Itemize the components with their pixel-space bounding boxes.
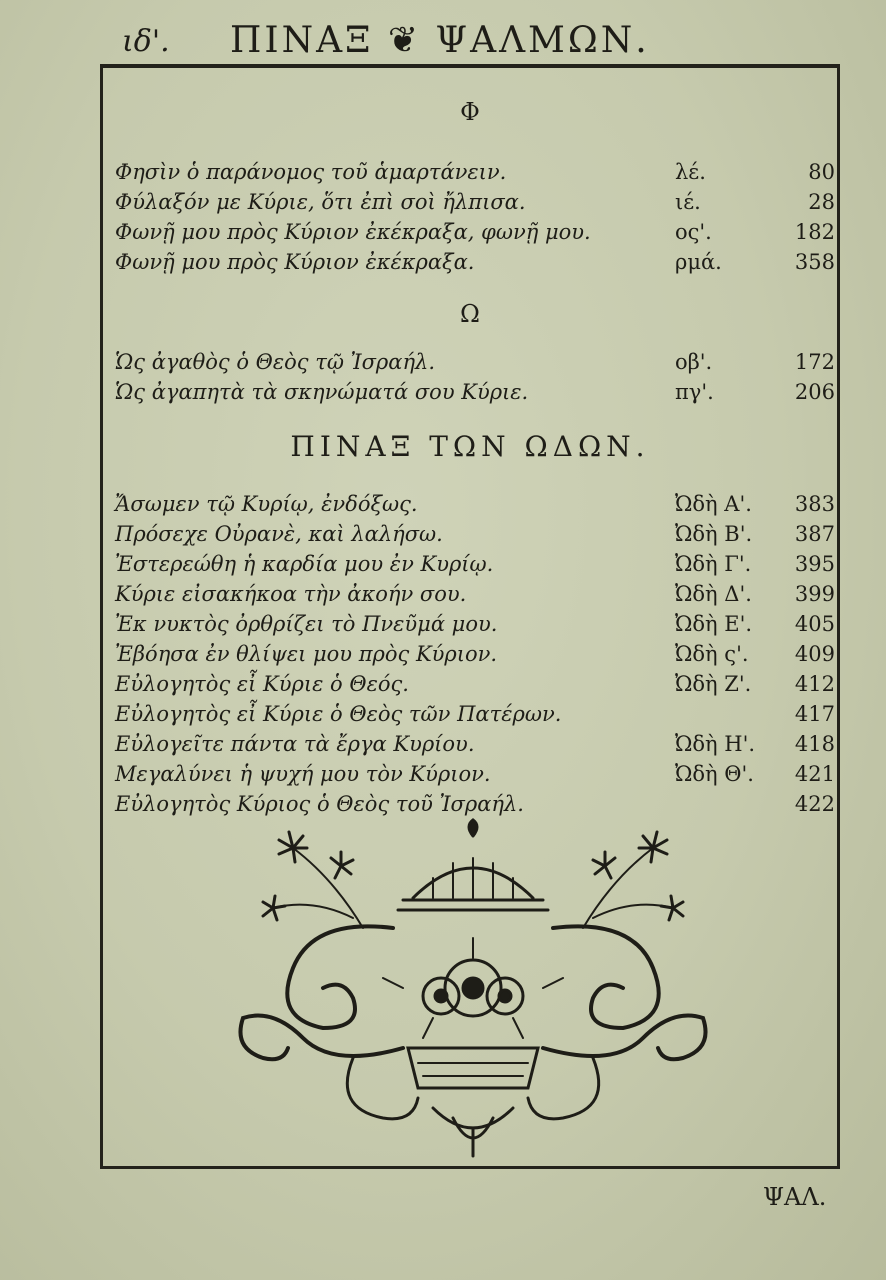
entry-incipit: Φωνῇ μου πρὸς Κύριον ἐκέκραξα, φωνῇ μου. <box>115 220 591 244</box>
folio-number: ιδ'. <box>122 24 170 59</box>
page-title: ΠΙΝΑΞ ❦ ΨΑΛΜΩΝ. <box>230 20 650 61</box>
index-entry <box>115 158 835 186</box>
section-letter-omega: Ω <box>460 300 480 328</box>
index-entry <box>115 348 835 376</box>
entry-incipit: Ὡς ἀγαθὸς ὁ Θεὸς τῷ Ἰσραήλ. <box>115 350 436 374</box>
ode-entry <box>115 700 835 728</box>
entry-incipit: Κύριε εἰσακήκοα τὴν ἀκοήν σου. <box>115 582 467 606</box>
entry-ode-number: Ὠδὴ Ζ'. <box>675 672 752 696</box>
entry-page-number: 80 <box>808 160 835 184</box>
index-entry <box>115 188 835 216</box>
odes-section-title: ΠΙΝΑΞ ΤΩΝ ΩΔΩΝ. <box>290 430 650 463</box>
entry-incipit: Μεγαλύνει ἡ ψυχή μου τὸν Κύριον. <box>115 762 491 786</box>
entry-page-number: 28 <box>808 190 835 214</box>
entry-incipit: Φύλαξόν με Κύριε, ὅτι ἐπὶ σοὶ ἤλπισα. <box>115 190 526 214</box>
entry-incipit: Ἐκ νυκτὸς ὀρθρίζει τὸ Πνεῦμά μου. <box>115 612 498 636</box>
entry-psalm-number: οβ'. <box>675 350 713 374</box>
entry-ode-number: Ὠδὴ Β'. <box>675 522 753 546</box>
ode-entry <box>115 670 835 698</box>
entry-psalm-number: ιέ. <box>675 190 701 214</box>
ode-entry <box>115 760 835 788</box>
ode-entry <box>115 520 835 548</box>
entry-page-number: 399 <box>794 582 835 606</box>
entry-incipit: Ἐστερεώθη ἡ καρδία μου ἐν Κυρίῳ. <box>115 552 494 576</box>
entry-page-number: 358 <box>794 250 835 274</box>
entry-incipit: Φησὶν ὁ παράνομος τοῦ ἁμαρτάνειν. <box>115 160 507 184</box>
entry-incipit: Εὐλογητὸς εἶ Κύριε ὁ Θεός. <box>115 672 409 696</box>
woodcut-ornament <box>233 818 713 1158</box>
entry-page-number: 417 <box>794 702 835 726</box>
ode-entry <box>115 640 835 668</box>
entry-incipit: Φωνῇ μου πρὸς Κύριον ἐκέκραξα. <box>115 250 475 274</box>
catchword: ΨΑΛ. <box>763 1183 827 1211</box>
entry-page-number: 395 <box>794 552 835 576</box>
index-entry <box>115 218 835 246</box>
ode-entry <box>115 550 835 578</box>
entry-page-number: 422 <box>794 792 835 816</box>
entry-page-number: 206 <box>794 380 835 404</box>
entry-page-number: 412 <box>794 672 835 696</box>
entry-incipit: Ἄσωμεν τῷ Κυρίῳ, ἐνδόξως. <box>115 492 418 516</box>
entry-page-number: 182 <box>794 220 835 244</box>
entry-page-number: 405 <box>794 612 835 636</box>
running-head <box>100 14 840 64</box>
ode-entry <box>115 610 835 638</box>
entry-incipit: Εὐλογεῖτε πάντα τὰ ἔργα Κυρίου. <box>115 732 475 756</box>
entry-incipit: Πρόσεχε Οὐρανὲ, καὶ λαλήσω. <box>115 522 443 546</box>
text-frame <box>100 64 840 1169</box>
entry-page-number: 418 <box>794 732 835 756</box>
entry-page-number: 387 <box>794 522 835 546</box>
ode-entry <box>115 580 835 608</box>
ode-entry <box>115 490 835 518</box>
entry-page-number: 172 <box>794 350 835 374</box>
ode-entry <box>115 790 835 818</box>
entry-ode-number: Ὠδὴ Ε'. <box>675 612 753 636</box>
entry-psalm-number: λέ. <box>675 160 706 184</box>
entry-page-number: 421 <box>794 762 835 786</box>
ode-entry <box>115 730 835 758</box>
entry-ode-number: Ὠδὴ Δ'. <box>675 582 752 606</box>
entry-incipit: Ἐβόησα ἐν θλίψει μου πρὸς Κύριον. <box>115 642 498 666</box>
entry-ode-number: Ὠδὴ Γ'. <box>675 552 752 576</box>
entry-incipit: Ὡς ἀγαπητὰ τὰ σκηνώματά σου Κύριε. <box>115 380 529 404</box>
entry-incipit: Εὐλογητὸς εἶ Κύριε ὁ Θεὸς τῶν Πατέρων. <box>115 702 562 726</box>
entry-page-number: 383 <box>794 492 835 516</box>
entry-ode-number: Ὠδὴ Θ'. <box>675 762 754 786</box>
index-entry <box>115 248 835 276</box>
entry-psalm-number: ος'. <box>675 220 712 244</box>
entry-ode-number: Ὠδὴ Α'. <box>675 492 752 516</box>
entry-psalm-number: πγ'. <box>675 380 714 404</box>
entry-incipit: Εὐλογητὸς Κύριος ὁ Θεὸς τοῦ Ἰσραήλ. <box>115 792 524 816</box>
entry-page-number: 409 <box>794 642 835 666</box>
entry-ode-number: Ὠδὴ ς'. <box>675 642 749 666</box>
section-letter-phi: Φ <box>460 98 480 126</box>
entry-ode-number: Ὠδὴ Η'. <box>675 732 756 756</box>
index-entry <box>115 378 835 406</box>
entry-psalm-number: ρμά. <box>675 250 722 274</box>
